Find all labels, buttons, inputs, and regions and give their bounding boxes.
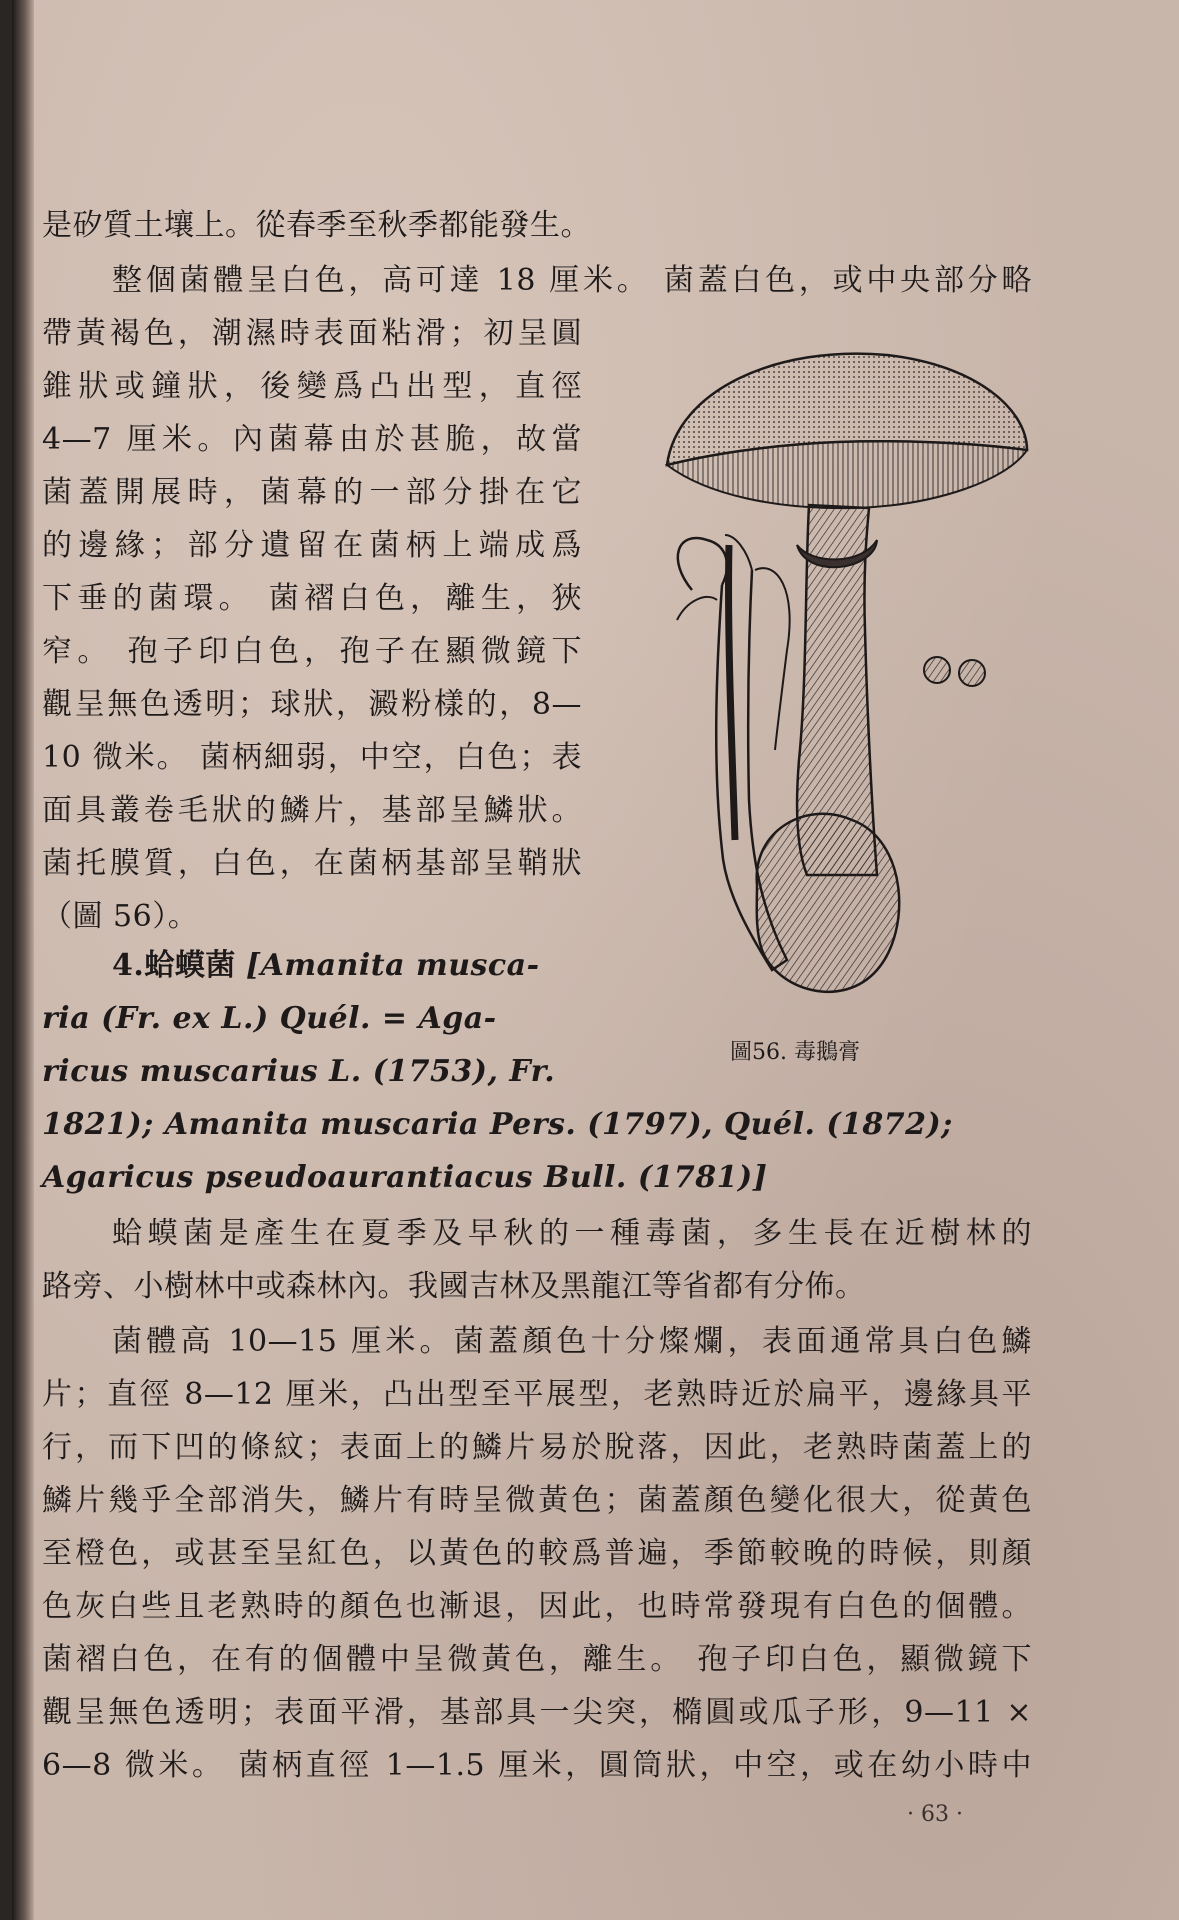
- desc-line-7: 下垂的菌環。 菌褶白色，離生，狹: [42, 581, 582, 616]
- para3-line-3: 行，而下凹的條紋；表面上的鱗片易於脫落，因此，老熟時菌蓋上的: [42, 1430, 1032, 1465]
- desc-line-10: 10 微米。 菌柄細弱，中空，白色；表: [42, 740, 582, 775]
- desc-line-9: 觀呈無色透明；球狀，澱粉樣的，8—: [42, 687, 582, 722]
- para3-line-7: 菌褶白色，在有的個體中呈微黃色，離生。 孢子印白色，顯微鏡下: [42, 1642, 1032, 1677]
- para3-line-2: 片；直徑 8—12 厘米，凸出型至平展型，老熟時近於扁平，邊緣具平: [42, 1377, 1032, 1412]
- para3-line-5: 至橙色，或甚至呈紅色，以黃色的較爲普遍，季節較晚的時候，則顏: [42, 1536, 1032, 1571]
- para3-line-1: 菌體高 10—15 厘米。菌蓋顏色十分燦爛，表面通常具白色鱗: [112, 1324, 1032, 1359]
- species-heading-line-5: Agaricus pseudoaurantiacus Bull. (1781)]: [42, 1160, 768, 1195]
- desc-line-4: 4—7 厘米。內菌幕由於甚脆，故當: [42, 422, 582, 457]
- species-heading-line-4: 1821); Amanita muscaria Pers. (1797), Quél. (1872);: [42, 1107, 953, 1142]
- species-latin-1: [Amanita musca-: [245, 948, 540, 983]
- desc-line-1: 整個菌體呈白色，高可達 18 厘米。 菌蓋白色，或中央部分略: [112, 263, 1032, 298]
- page-binding-edge: [12, 0, 34, 1920]
- amanita-mushroom-icon: [637, 330, 1042, 1030]
- para3-line-8: 觀呈無色透明；表面平滑，基部具一尖突，橢圓或瓜子形，9—11 ×: [42, 1695, 1032, 1730]
- desc-line-2: 帶黃褐色，潮濕時表面粘滑；初呈圓: [42, 316, 582, 351]
- desc-line-5: 菌蓋開展時，菌幕的一部分掛在它: [42, 475, 582, 510]
- page-number: · 63 ·: [907, 1802, 963, 1827]
- species-name: 蛤蟆菌: [144, 948, 236, 983]
- para2-line-1: 蛤蟆菌是產生在夏季及早秋的一種毒菌，多生長在近樹林的: [112, 1216, 1032, 1251]
- desc-line-3: 錐狀或鐘狀，後變爲凸出型，直徑: [42, 369, 582, 404]
- para3-line-6: 色灰白些且老熟時的顏色也漸退，因此，也時常發現有白色的個體。: [42, 1589, 1032, 1624]
- species-heading-line-1: [112, 946, 582, 986]
- species-heading-line-2: ria (Fr. ex L.) Quél. = Aga-: [42, 1001, 497, 1036]
- para2-line-2: 路旁、小樹林中或森林內。我國吉林及黑龍江等省都有分佈。: [42, 1269, 866, 1304]
- species-heading-line-3: ricus muscarius L. (1753), Fr.: [42, 1054, 556, 1089]
- desc-line-6: 的邊緣；部分遺留在菌柄上端成爲: [42, 528, 582, 563]
- desc-line-13: （圖 56）。: [42, 899, 199, 934]
- intro-line: 是矽質土壤上。從春季至秋季都能發生。: [42, 208, 591, 243]
- figure-caption: 圖56. 毒鵝膏: [730, 1040, 860, 1065]
- desc-line-12: 菌托膜質，白色，在菌柄基部呈鞘狀: [42, 846, 582, 881]
- species-number: 4.: [112, 948, 145, 983]
- para3-line-9: 6—8 微米。 菌柄直徑 1—1.5 厘米，圓筒狀，中空，或在幼小時中: [42, 1748, 1032, 1783]
- desc-line-11: 面具叢卷毛狀的鱗片，基部呈鱗狀。: [42, 793, 582, 828]
- para3-line-4: 鱗片幾乎全部消失，鱗片有時呈微黃色；菌蓋顏色變化很大，從黃色: [42, 1483, 1032, 1518]
- mushroom-illustration: [637, 330, 1042, 1030]
- book-page: [12, 0, 1179, 1920]
- desc-line-8: 窄。 孢子印白色，孢子在顯微鏡下: [42, 634, 582, 669]
